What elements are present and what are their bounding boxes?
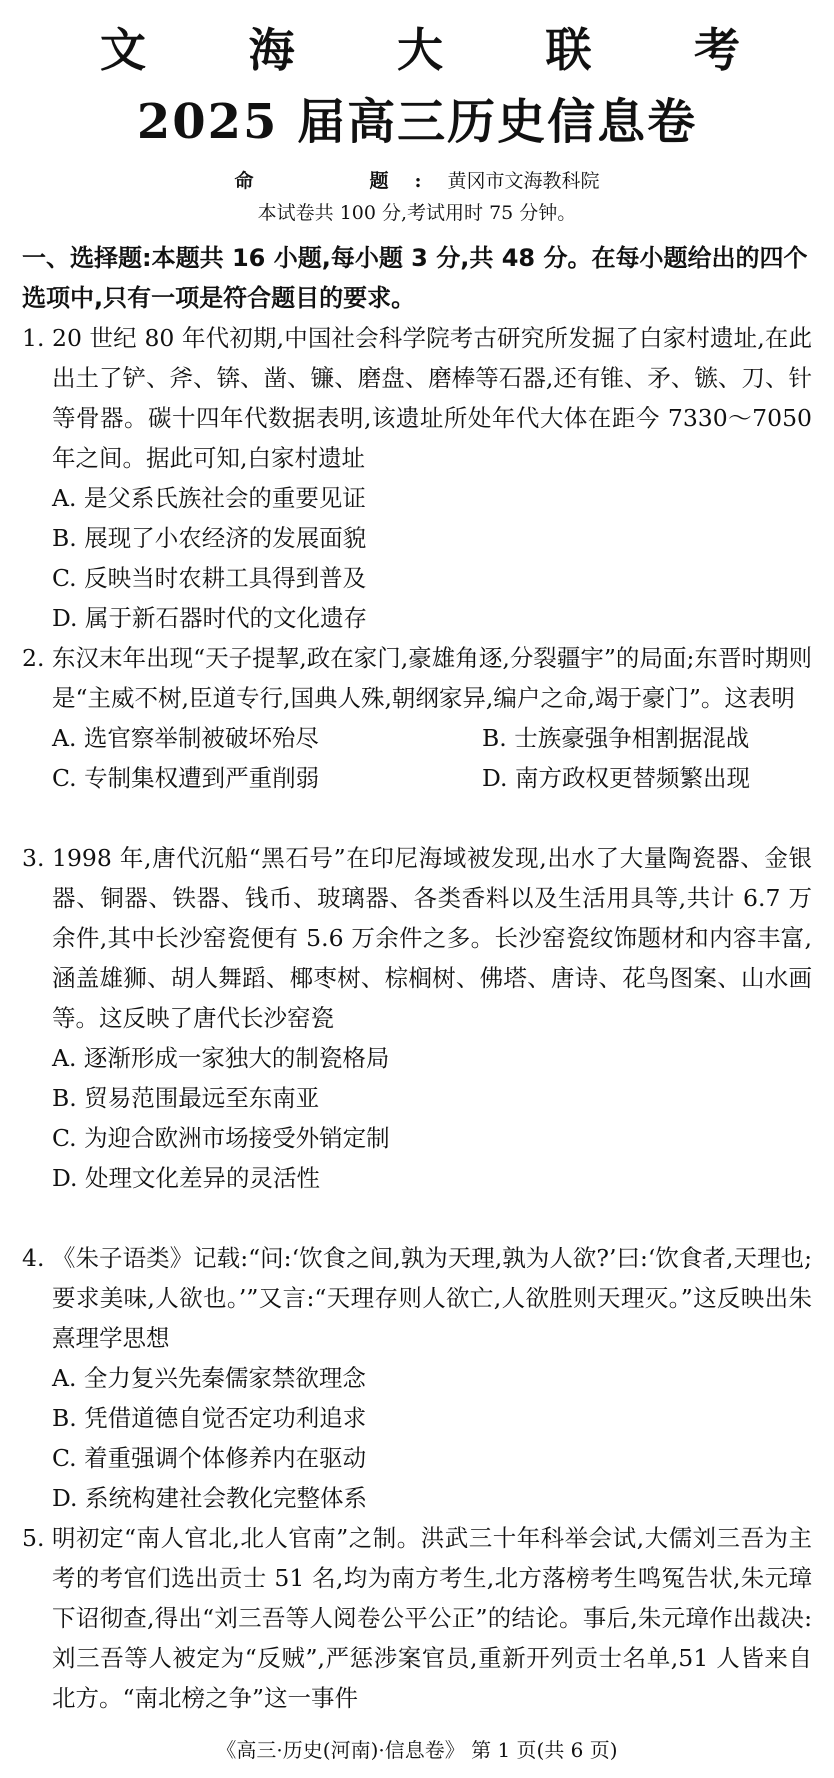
- page-footer: 《高三·历史(河南)·信息卷》 第 1 页(共 6 页): [216, 1738, 618, 1762]
- brand-header: [100, 22, 740, 78]
- options: [22, 478, 812, 638]
- option-b[interactable]: B. 展现了小农经济的发展面貌: [52, 524, 367, 552]
- option-b[interactable]: B. 凭借道德自觉否定功利追求: [52, 1404, 367, 1432]
- question-number: 5.: [22, 1524, 45, 1552]
- question-number: 2.: [22, 644, 45, 672]
- options: [22, 1038, 812, 1198]
- question-text: 明初定“南人官北,北人官南”之制。洪武三十年科举会试,大儒刘三吾为主考的考官们选出贡士 51 名,均为南方考生,北方落榜考生鸣冤告状,朱元璋下诏彻查,得出“刘三吾等人阅卷公平公正”的结论。事后,朱元璋作出裁决:刘三吾等人被定为“反贼”,严惩涉案官员,重新开列贡士名单,51 人皆来自北方。“南北榜之争”这一事件: [52, 1524, 812, 1712]
- question-stem: [22, 1238, 812, 1358]
- section-heading: 一、选择题:本题共 16 小题,每小题 3 分,共 48 分。在每小题给出的四个选项中,只有一项是符合题目的要求。: [22, 244, 808, 312]
- option-a[interactable]: A. 选官察举制被破坏殆尽: [52, 724, 319, 752]
- question-text: 《朱子语类》记载:“问:‘饮食之间,孰为天理,孰为人欲?’曰:‘饮食者,天理也;要求美味,人欲也。’”又言:“天理存则人欲亡,人欲胜则天理灭。”这反映出朱熹理学思想: [52, 1244, 812, 1352]
- brand-char: 联: [545, 23, 592, 77]
- author-line: [0, 168, 834, 194]
- option-c[interactable]: C. 专制集权遭到严重削弱: [52, 764, 320, 792]
- option-b[interactable]: B. 士族豪强争相割据混战: [482, 724, 750, 752]
- brand-char: 大: [397, 23, 443, 77]
- question-5: [22, 1518, 812, 1718]
- option-a[interactable]: A. 全力复兴先秦儒家禁欲理念: [52, 1364, 366, 1392]
- option-b[interactable]: B. 贸易范围最远至东南亚: [52, 1084, 320, 1112]
- exam-title: 2025 届高三历史信息卷: [136, 94, 698, 150]
- question-stem: [22, 838, 812, 1038]
- option-d[interactable]: D. 属于新石器时代的文化遗存: [52, 604, 367, 632]
- question-stem: [22, 638, 812, 718]
- question-4: [22, 1238, 812, 1518]
- exam-info: 本试卷共 100 分,考试用时 75 分钟。: [257, 202, 577, 224]
- option-d[interactable]: D. 处理文化差异的灵活性: [52, 1164, 320, 1192]
- question-number: 1.: [22, 324, 45, 352]
- question-number: 3.: [22, 844, 45, 872]
- option-d[interactable]: D. 南方政权更替频繁出现: [482, 764, 750, 792]
- option-c[interactable]: C. 反映当时农耕工具得到普及: [52, 564, 367, 592]
- question-stem: [22, 1518, 812, 1718]
- brand-char: 海: [248, 23, 295, 77]
- option-d[interactable]: D. 系统构建社会教化完整体系: [52, 1484, 367, 1512]
- question-text: 1998 年,唐代沉船“黑石号”在印尼海域被发现,出水了大量陶瓷器、金银器、铜器、铁器、钱币、玻璃器、各类香料以及生活用具等,共计 6.7 万余件,其中长沙窑瓷便有 5.6 万余件之多。长沙窑瓷纹饰题材和内容丰富,涵盖雄狮、胡人舞蹈、椰枣树、棕榈树、佛塔、唐诗、花鸟图案、山水画等。这反映了唐代长沙窑瓷: [52, 844, 812, 1032]
- question-2: [22, 638, 812, 798]
- option-a[interactable]: A. 是父系氏族社会的重要见证: [52, 484, 366, 512]
- option-a[interactable]: A. 逐渐形成一家独大的制瓷格局: [52, 1044, 390, 1072]
- question-3: [22, 838, 812, 1198]
- brand-char: 文: [100, 23, 146, 77]
- question-stem: [22, 318, 812, 478]
- options: [22, 718, 812, 798]
- question-text: 20 世纪 80 年代初期,中国社会科学院考古研究所发掘了白家村遗址,在此出土了铲、斧、锛、凿、镰、磨盘、磨棒等石器,还有锥、矛、镞、刀、针等骨器。碳十四年代数据表明,该遗址所处年代大体在距今 7330～7050 年之间。据此可知,白家村遗址: [52, 324, 812, 472]
- author-label: 命 题:: [234, 170, 448, 192]
- brand-char: 考: [694, 23, 740, 77]
- question-number: 4.: [22, 1244, 45, 1272]
- question-text: 东汉末年出现“天子提挈,政在家门,豪雄角逐,分裂疆宇”的局面;东晋时期则是“主威不树,臣道专行,国典人殊,朝纲家异,编户之命,竭于豪门”。这表明: [52, 644, 812, 712]
- option-c[interactable]: C. 着重强调个体修养内在驱动: [52, 1444, 367, 1472]
- question-1: [22, 318, 812, 638]
- options: [22, 1358, 812, 1518]
- option-c[interactable]: C. 为迎合欧洲市场接受外销定制: [52, 1124, 390, 1152]
- author-value: 黄冈市文海教科院: [447, 170, 600, 192]
